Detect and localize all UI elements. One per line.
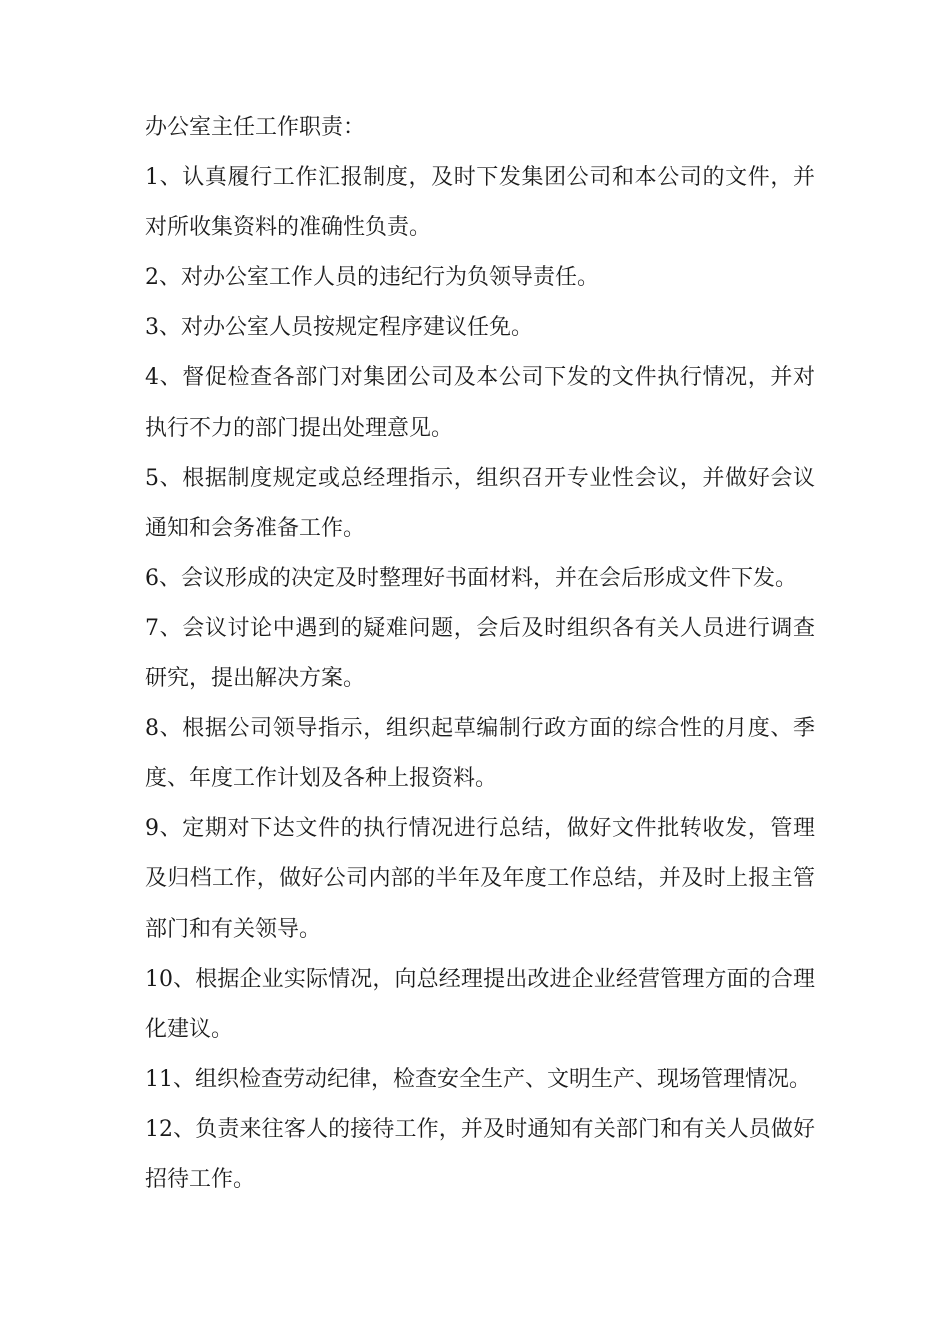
duty-item-8: 8、根据公司领导指示，组织起草编制行政方面的综合性的月度、季度、年度工作计划及各种上报资料。 bbox=[145, 716, 815, 792]
duty-item-5: 5、根据制度规定或总经理指示，组织召开专业性会议，并做好会议通知和会务准备工作。 bbox=[145, 465, 815, 541]
duty-item-4: 4、督促检查各部门对集团公司及本公司下发的文件执行情况，并对执行不力的部门提出处理意见。 bbox=[145, 365, 815, 441]
document-body bbox=[145, 103, 815, 1205]
duty-item-10: 10、根据企业实际情况，向总经理提出改进企业经营管理方面的合理化建议。 bbox=[145, 966, 815, 1042]
duty-item-12: 12、负责来往客人的接待工作，并及时通知有关部门和有关人员做好招待工作。 bbox=[145, 1116, 815, 1192]
duty-item-7: 7、会议讨论中遇到的疑难问题，会后及时组织各有关人员进行调查研究，提出解决方案。 bbox=[145, 615, 815, 692]
duty-item-9: 9、定期对下达文件的执行情况进行总结，做好文件批转收发，管理及归档工作，做好公司内部的半年及年度工作总结，并及时上报主管部门和有关领导。 bbox=[145, 816, 815, 942]
duty-item-6: 6、会议形成的决定及时整理好书面材料，并在会后形成文件下发。 bbox=[145, 565, 797, 591]
duty-item-2: 2、对办公室工作人员的违纪行为负领导责任。 bbox=[145, 265, 599, 291]
document-title: 办公室主任工作职责： bbox=[145, 115, 366, 140]
duty-item-3: 3、对办公室人员按规定程序建议任免。 bbox=[145, 315, 533, 341]
duty-item-11: 11、组织检查劳动纪律，检查安全生产、文明生产、现场管理情况。 bbox=[145, 1066, 811, 1092]
duty-item-1: 1、认真履行工作汇报制度，及时下发集团公司和本公司的文件，并对所收集资料的准确性负责。 bbox=[145, 165, 815, 241]
